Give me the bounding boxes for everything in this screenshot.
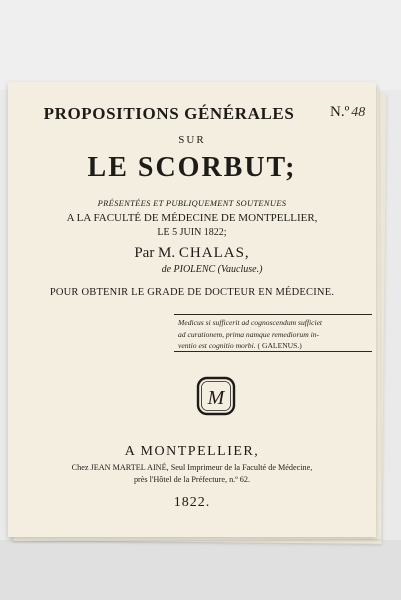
number-value: 48 [351, 105, 366, 120]
quote-source: ( GALENUS.) [257, 341, 302, 350]
document-number [330, 104, 365, 121]
quote-line-3: ventio est cognitio morbi. [178, 341, 256, 350]
city-line: A MONTPELLIER, [124, 444, 260, 459]
epigraph-quote [174, 314, 372, 352]
date-line: LE 5 JUIN 1822; [157, 227, 227, 238]
presented-line: PRÉSENTÉES ET PUBLIQUEMENT SOUTENUES [97, 198, 287, 208]
printer-line-2: près l'Hôtel de la Préfecture, n.º 62. [133, 475, 251, 484]
quote-line-1: Medicus si sufficerit ad cognoscendum sufficiet [178, 318, 323, 327]
quote-line-2: ad curationem, prima namque remediorum in- [178, 329, 320, 339]
background-bottom [0, 540, 401, 600]
document-page [8, 82, 376, 537]
year-line: 1822. [173, 495, 211, 510]
monogram-ornament [194, 374, 238, 418]
degree-line: POUR OBTENIR LE GRADE DE DOCTEUR EN MÉDECINE. [49, 287, 335, 298]
title-line-1: PROPOSITIONS GÉNÉRALES [43, 104, 295, 123]
printer-line-1: Chez JEAN MARTEL AINÉ, Seul Imprimeur de la Faculté de Médecine, [71, 463, 313, 472]
monogram-letter: M [207, 387, 225, 409]
quote-line-3-wrap [178, 340, 370, 352]
number-label: N.º [330, 104, 350, 120]
title-line-2: LE SCORBUT; [87, 152, 297, 183]
background-top [0, 0, 401, 90]
author-name: CHALAS, [178, 245, 250, 261]
author-line [8, 245, 376, 262]
author-prefix: Par M. [134, 245, 176, 261]
sur-line: SUR [178, 134, 206, 146]
faculty-line: A LA FACULTÉ DE MÉDECINE DE MONTPELLIER, [66, 212, 318, 224]
author-origin: de PIOLENC (Vaucluse.) [161, 264, 263, 275]
